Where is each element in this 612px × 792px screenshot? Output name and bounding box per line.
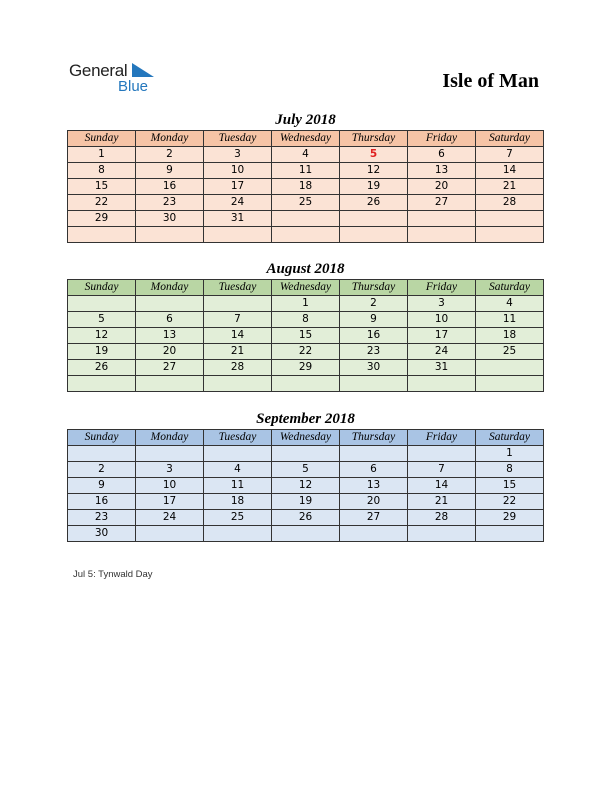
day-cell xyxy=(340,446,408,462)
day-cell xyxy=(340,211,408,227)
day-cell xyxy=(272,446,340,462)
day-cell: 20 xyxy=(136,344,204,360)
day-cell xyxy=(340,227,408,243)
logo-text-blue: Blue xyxy=(118,78,149,95)
weekday-header: Monday xyxy=(136,280,204,296)
week-row xyxy=(68,312,544,328)
day-cell: 3 xyxy=(136,462,204,478)
day-cell xyxy=(204,227,272,243)
day-cell: 16 xyxy=(340,328,408,344)
day-cell xyxy=(68,446,136,462)
week-row xyxy=(68,179,544,195)
weekday-header-row xyxy=(68,131,544,147)
day-cell xyxy=(272,227,340,243)
day-cell: 27 xyxy=(136,360,204,376)
day-cell: 16 xyxy=(136,179,204,195)
week-row xyxy=(68,195,544,211)
week-row xyxy=(68,360,544,376)
day-cell: 24 xyxy=(408,344,476,360)
day-cell: 16 xyxy=(68,494,136,510)
day-cell: 4 xyxy=(272,147,340,163)
day-cell: 24 xyxy=(136,510,204,526)
weekday-header-row xyxy=(68,430,544,446)
day-cell xyxy=(136,526,204,542)
day-cell: 26 xyxy=(272,510,340,526)
day-cell: 4 xyxy=(204,462,272,478)
week-row xyxy=(68,462,544,478)
day-cell: 27 xyxy=(340,510,408,526)
holiday-note: Jul 5: Tynwald Day xyxy=(73,569,153,580)
weekday-header: Wednesday xyxy=(272,131,340,147)
day-cell xyxy=(476,227,544,243)
month-title: August 2018 xyxy=(266,261,345,277)
day-cell xyxy=(408,376,476,392)
day-cell: 1 xyxy=(68,147,136,163)
day-cell: 25 xyxy=(272,195,340,211)
weekday-header-row xyxy=(68,280,544,296)
day-cell: 14 xyxy=(204,328,272,344)
day-cell: 15 xyxy=(68,179,136,195)
day-cell: 15 xyxy=(272,328,340,344)
weekday-header: Saturday xyxy=(476,131,544,147)
day-cell: 29 xyxy=(476,510,544,526)
day-cell: 6 xyxy=(408,147,476,163)
day-cell: 19 xyxy=(272,494,340,510)
day-cell: 5 xyxy=(340,147,408,163)
weekday-header: Friday xyxy=(408,131,476,147)
weekday-header: Wednesday xyxy=(272,280,340,296)
day-cell: 2 xyxy=(68,462,136,478)
day-cell: 29 xyxy=(68,211,136,227)
week-row xyxy=(68,478,544,494)
day-cell: 29 xyxy=(272,360,340,376)
weekday-header: Monday xyxy=(136,430,204,446)
month-july xyxy=(67,110,544,243)
month-september xyxy=(67,409,544,542)
day-cell: 9 xyxy=(340,312,408,328)
day-cell: 18 xyxy=(272,179,340,195)
week-row xyxy=(68,211,544,227)
day-cell: 4 xyxy=(476,296,544,312)
weekday-header: Thursday xyxy=(340,430,408,446)
day-cell xyxy=(68,227,136,243)
day-cell: 9 xyxy=(68,478,136,494)
day-cell: 7 xyxy=(408,462,476,478)
day-cell: 10 xyxy=(408,312,476,328)
weekday-header: Saturday xyxy=(476,430,544,446)
calendar-table xyxy=(67,429,544,542)
logo-text-general: General xyxy=(69,61,128,80)
day-cell xyxy=(408,227,476,243)
day-cell: 17 xyxy=(136,494,204,510)
day-cell: 21 xyxy=(204,344,272,360)
month-title: July 2018 xyxy=(275,112,336,128)
calendar-table xyxy=(67,130,544,243)
weekday-header: Thursday xyxy=(340,280,408,296)
week-row xyxy=(68,494,544,510)
day-cell: 26 xyxy=(68,360,136,376)
day-cell: 28 xyxy=(408,510,476,526)
day-cell: 23 xyxy=(68,510,136,526)
day-cell: 20 xyxy=(340,494,408,510)
day-cell: 8 xyxy=(272,312,340,328)
day-cell: 11 xyxy=(476,312,544,328)
day-cell xyxy=(68,296,136,312)
day-cell: 1 xyxy=(272,296,340,312)
day-cell: 11 xyxy=(272,163,340,179)
day-cell: 30 xyxy=(340,360,408,376)
day-cell: 13 xyxy=(136,328,204,344)
day-cell xyxy=(136,446,204,462)
day-cell xyxy=(476,211,544,227)
day-cell: 27 xyxy=(408,195,476,211)
week-row xyxy=(68,296,544,312)
week-row xyxy=(68,163,544,179)
weekday-header: Saturday xyxy=(476,280,544,296)
day-cell: 31 xyxy=(204,211,272,227)
day-cell: 21 xyxy=(476,179,544,195)
country-title: Isle of Man xyxy=(442,70,539,92)
generalblue-logo xyxy=(69,61,169,97)
month-title: September 2018 xyxy=(256,411,355,427)
weekday-header: Friday xyxy=(408,280,476,296)
weekday-header: Monday xyxy=(136,131,204,147)
weekday-header: Wednesday xyxy=(272,430,340,446)
weekday-header: Sunday xyxy=(68,131,136,147)
day-cell: 12 xyxy=(340,163,408,179)
day-cell: 14 xyxy=(408,478,476,494)
day-cell xyxy=(136,376,204,392)
day-cell: 3 xyxy=(204,147,272,163)
day-cell xyxy=(204,526,272,542)
weekday-header: Tuesday xyxy=(204,131,272,147)
day-cell xyxy=(272,211,340,227)
day-cell: 30 xyxy=(68,526,136,542)
weekday-header: Tuesday xyxy=(204,280,272,296)
day-cell: 5 xyxy=(272,462,340,478)
day-cell: 10 xyxy=(204,163,272,179)
day-cell xyxy=(340,526,408,542)
day-cell xyxy=(204,376,272,392)
week-row xyxy=(68,328,544,344)
day-cell xyxy=(408,446,476,462)
logo-flag-icon xyxy=(132,63,154,77)
day-cell: 28 xyxy=(476,195,544,211)
day-cell xyxy=(340,376,408,392)
day-cell: 19 xyxy=(340,179,408,195)
day-cell: 19 xyxy=(68,344,136,360)
day-cell: 7 xyxy=(476,147,544,163)
day-cell: 17 xyxy=(204,179,272,195)
day-cell: 23 xyxy=(136,195,204,211)
day-cell: 6 xyxy=(136,312,204,328)
day-cell: 2 xyxy=(340,296,408,312)
week-row xyxy=(68,227,544,243)
day-cell: 22 xyxy=(272,344,340,360)
day-cell: 22 xyxy=(68,195,136,211)
day-cell: 18 xyxy=(476,328,544,344)
week-row xyxy=(68,446,544,462)
day-cell: 31 xyxy=(408,360,476,376)
day-cell: 12 xyxy=(272,478,340,494)
day-cell: 30 xyxy=(136,211,204,227)
day-cell xyxy=(476,376,544,392)
day-cell: 12 xyxy=(68,328,136,344)
day-cell xyxy=(476,526,544,542)
day-cell xyxy=(136,227,204,243)
day-cell: 5 xyxy=(68,312,136,328)
day-cell: 18 xyxy=(204,494,272,510)
weekday-header: Sunday xyxy=(68,280,136,296)
day-cell xyxy=(272,526,340,542)
day-cell xyxy=(204,446,272,462)
day-cell: 22 xyxy=(476,494,544,510)
day-cell: 21 xyxy=(408,494,476,510)
day-cell: 9 xyxy=(136,163,204,179)
day-cell: 25 xyxy=(204,510,272,526)
day-cell: 24 xyxy=(204,195,272,211)
day-cell xyxy=(408,526,476,542)
day-cell: 25 xyxy=(476,344,544,360)
week-row xyxy=(68,526,544,542)
week-row xyxy=(68,376,544,392)
day-cell xyxy=(408,211,476,227)
weekday-header: Tuesday xyxy=(204,430,272,446)
day-cell: 8 xyxy=(68,163,136,179)
day-cell xyxy=(136,296,204,312)
calendar-table xyxy=(67,279,544,392)
weekday-header: Friday xyxy=(408,430,476,446)
week-row xyxy=(68,344,544,360)
day-cell: 8 xyxy=(476,462,544,478)
weekday-header: Sunday xyxy=(68,430,136,446)
day-cell: 15 xyxy=(476,478,544,494)
day-cell: 10 xyxy=(136,478,204,494)
day-cell: 3 xyxy=(408,296,476,312)
week-row xyxy=(68,510,544,526)
day-cell: 7 xyxy=(204,312,272,328)
day-cell xyxy=(204,296,272,312)
day-cell: 11 xyxy=(204,478,272,494)
day-cell: 13 xyxy=(408,163,476,179)
day-cell xyxy=(68,376,136,392)
day-cell xyxy=(272,376,340,392)
month-august xyxy=(67,259,544,392)
day-cell: 23 xyxy=(340,344,408,360)
day-cell: 17 xyxy=(408,328,476,344)
day-cell: 20 xyxy=(408,179,476,195)
day-cell: 13 xyxy=(340,478,408,494)
day-cell: 2 xyxy=(136,147,204,163)
day-cell: 26 xyxy=(340,195,408,211)
week-row xyxy=(68,147,544,163)
weekday-header: Thursday xyxy=(340,131,408,147)
day-cell: 6 xyxy=(340,462,408,478)
day-cell xyxy=(476,360,544,376)
day-cell: 28 xyxy=(204,360,272,376)
day-cell: 14 xyxy=(476,163,544,179)
day-cell: 1 xyxy=(476,446,544,462)
